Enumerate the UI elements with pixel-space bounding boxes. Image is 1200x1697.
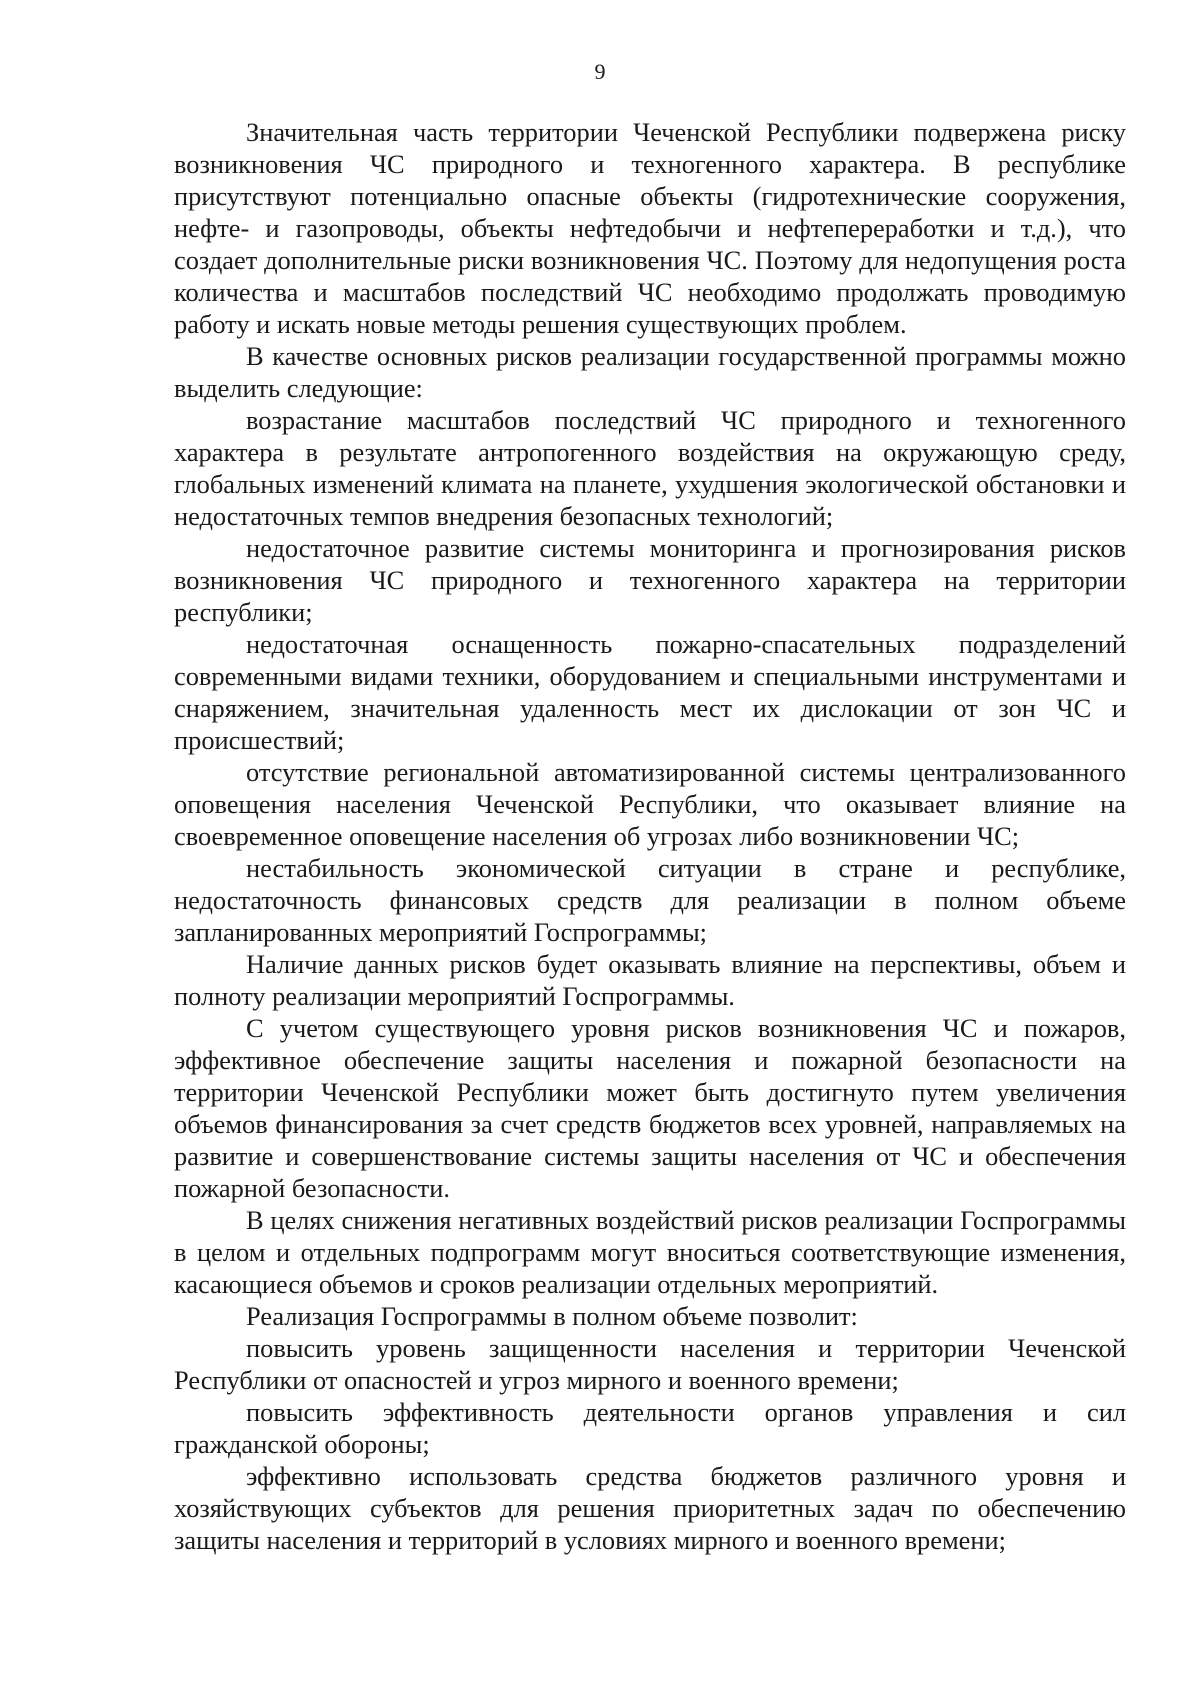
paragraph-risk-economic-instability: нестабильность экономической ситуации в стране и республике, недостаточность финансовых средств для реализации в полном объеме запланированных мероприятий Госпрограммы; (174, 853, 1126, 947)
paragraph-risk-scale-growth: возрастание масштабов последствий ЧС природного и техногенного характера в результате антропогенного воздействия на окружающую среду, глобальных изменений климата на планете, ухудшения экологической обстановки и недостаточных темпов внедрения безопасных технологий; (174, 405, 1126, 531)
paragraph-main-risks-intro: В качестве основных рисков реализации государственной программы можно выделить следующие: (174, 341, 1126, 403)
paragraph-outcome-protection: повысить уровень защищенности населения и территории Чеченской Республики от опасностей и угроз мирного и военного времени; (174, 1333, 1126, 1395)
paragraph-risk-impact: Наличие данных рисков будет оказывать влияние на перспективы, объем и полноту реализации мероприятий Госпрограммы. (174, 949, 1126, 1011)
paragraph-risk-exposure: Значительная часть территории Чеченской Республики подвержена риску возникновения ЧС природного и техногенного характера. В республике присутствуют потенциально опасные объекты (гидротехнические сооружения, нефте- и газопроводы, объекты нефтедобычи и нефтепереработки и т.д.), что создает дополнительные риски возникновения ЧС. Поэтому для недопущения роста количества и масштабов последствий ЧС необходимо продолжать проводимую работу и искать новые методы решения существующих проблем. (174, 117, 1126, 339)
paragraph-outcome-budget-use: эффективно использовать средства бюджетов различного уровня и хозяйствующих субъектов для решения приоритетных задач по обеспечению защиты населения и территорий в условиях мирного и военного времени; (174, 1461, 1126, 1555)
paragraph-risk-monitoring: недостаточное развитие системы мониторинга и прогнозирования рисков возникновения ЧС природного и техногенного характера на территории республики; (174, 533, 1126, 627)
paragraph-outcomes-intro: Реализация Госпрограммы в полном объеме позволит: (246, 1301, 858, 1331)
paragraph-outcome-civil-defense: повысить эффективность деятельности органов управления и сил гражданской обороны; (174, 1397, 1126, 1459)
paragraph-risk-notification-system: отсутствие региональной автоматизированной системы централизованного оповещения населения Чеченской Республики, что оказывает влияние на своевременное оповещение населения об угрозах либо возникновении ЧС; (174, 757, 1126, 851)
paragraph-financing: С учетом существующего уровня рисков возникновения ЧС и пожаров, эффективное обеспечение защиты населения и пожарной безопасности на территории Чеченской Республики может быть достигнуто путем увеличения объемов финансирования за счет средств бюджетов всех уровней, направляемых на развитие и совершенствование системы защиты населения от ЧС и обеспечения пожарной безопасности. (174, 1013, 1126, 1203)
paragraph-program-changes: В целях снижения негативных воздействий рисков реализации Госпрограммы в целом и отдельных подпрограмм могут вноситься соответствующие изменения, касающиеся объемов и сроков реализации отдельных мероприятий. (174, 1205, 1126, 1299)
paragraph-risk-equipment: недостаточная оснащенность пожарно-спасательных подразделений современными видами техники, оборудованием и специальными инструментами и снаряжением, значительная удаленность мест их дислокации от зон ЧС и происшествий; (174, 629, 1126, 755)
document-body (174, 116, 1126, 1556)
page-number: 9 (594, 59, 606, 84)
